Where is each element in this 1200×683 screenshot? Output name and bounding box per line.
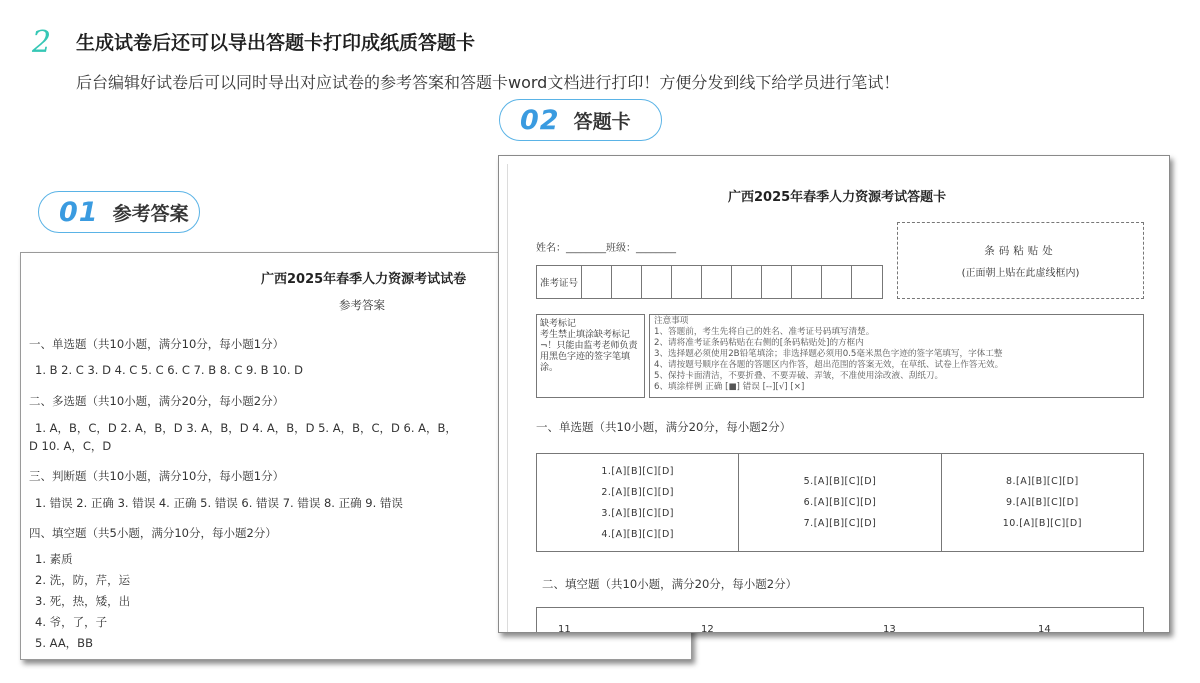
fill-blank-number: 13 — [883, 624, 896, 633]
section-heading-single-choice: 一、单选题（共10小题，满分10分，每小题1分） — [29, 337, 285, 351]
exam-id-cell — [762, 266, 792, 298]
answer-key-title: 广西2025年春季人力资源考试试卷 — [261, 272, 467, 287]
exam-id-cell — [582, 266, 612, 298]
page-margin-line — [507, 164, 508, 633]
pill-number: 02 — [520, 104, 560, 136]
answer-line: 1. B 2. C 3. D 4. C 5. C 6. C 7. B 8. C 9. B 10. D — [35, 363, 304, 377]
choice-item: 7.[A][B][C][D] — [803, 518, 877, 529]
answer-line: 1. 错误 2. 正确 3. 错误 4. 正确 5. 错误 6. 错误 7. 错误 8. 正确 9. 错误 — [35, 496, 403, 510]
instructions-title: 注意事项 — [654, 316, 689, 326]
choice-item: 1.[A][B][C][D] — [601, 465, 674, 477]
choice-column — [739, 454, 941, 551]
pill-number: 01 — [59, 196, 99, 228]
instruction-item: 3、选择题必须使用2B铅笔填涂；非选择题必须用0.5毫米黑色字迹的签字笔填写，字体工整 — [654, 349, 1003, 359]
exam-id-cell — [732, 266, 762, 298]
barcode-title: 条码粘贴处 — [984, 244, 1057, 257]
step-title: 生成试卷后还可以导出答题卡打印成纸质答题卡 — [76, 32, 476, 54]
barcode-note: (正面朝上贴在此虚线框内) — [961, 267, 1080, 279]
choice-item: 8.[A][B][C][D] — [1005, 476, 1079, 487]
answer-key-pill — [38, 191, 200, 233]
pill-label: 参考答案 — [112, 202, 189, 225]
name-class-line: 姓名：________班级：________ — [536, 243, 676, 254]
choice-item: 9.[A][B][C][D] — [1005, 497, 1079, 508]
answer-line: 1. A，B，C，D 2. A，B，D 3. A，B，D 4. A，B，D 5. A，B，C，D 6. A，B， — [35, 421, 457, 435]
answer-sheet-title: 广西2025年春季人力资源考试答题卡 — [728, 190, 947, 205]
exam-id-cell — [792, 266, 822, 298]
instruction-item: 1、答题前，考生先将自己的姓名、准考证号码填写清楚。 — [654, 327, 875, 337]
step-number: 2 — [32, 25, 52, 60]
choice-item: 6.[A][B][C][D] — [803, 497, 877, 508]
answer-line: D 10. A，C，D — [29, 439, 112, 453]
section-heading-single-choice: 一、单选题（共10小题，满分20分，每小题2分） — [536, 420, 792, 434]
answer-line: 1. 素质 — [35, 552, 73, 566]
answer-key-subtitle: 参考答案 — [339, 298, 385, 312]
fill-blank-number: 14 — [1038, 624, 1051, 633]
instructions-box — [649, 314, 1144, 398]
step-description: 后台编辑好试卷后可以同时导出对应试卷的参考答案和答题卡word文档进行打印！方便分发到线下给学员进行笔试！ — [76, 73, 900, 92]
exam-id-cell — [822, 266, 852, 298]
exam-id-label: 准考证号 — [537, 266, 582, 298]
instruction-item: 4、请按题号顺序在各题的答题区内作答，超出范围的答案无效，在草纸、试卷上作答无效。 — [654, 360, 1004, 370]
pill-label: 答题卡 — [573, 110, 631, 133]
fill-blank-grid — [536, 607, 1144, 633]
choice-item: 5.[A][B][C][D] — [803, 476, 877, 487]
exam-id-row — [536, 265, 883, 299]
choice-column — [537, 454, 739, 551]
answer-line: 2. 洗，防，芹，运 — [35, 573, 131, 587]
section-heading-fill-blank: 二、填空题（共10小题，满分20分，每小题2分） — [542, 577, 798, 591]
instruction-item: 2、请将准考证条码粘贴在右侧的[条码粘贴处]的方框内 — [654, 338, 864, 348]
choice-item: 2.[A][B][C][D] — [601, 486, 674, 498]
missing-exam-mark — [536, 314, 645, 398]
exam-id-cell — [702, 266, 732, 298]
exam-id-cell — [672, 266, 702, 298]
exam-id-cell — [642, 266, 672, 298]
barcode-area — [897, 222, 1144, 299]
answer-line: 4. 爷，了，子 — [35, 615, 108, 629]
multiple-choice-grid — [536, 453, 1144, 552]
exam-id-cell — [612, 266, 642, 298]
section-heading-fill-blank: 四、填空题（共5小题，满分10分，每小题2分） — [29, 526, 277, 540]
section-heading-multi-choice: 二、多选题（共10小题，满分20分，每小题2分） — [29, 394, 285, 408]
missing-exam-text: 缺考标记 考生禁止填涂缺考标记¬！只能由监考老师负责用黑色字迹的签字笔填涂。 — [540, 319, 638, 373]
choice-item: 4.[A][B][C][D] — [601, 528, 674, 540]
answer-line: 3. 死，热，矮，出 — [35, 594, 131, 608]
instruction-item: 5、保持卡面清洁，不要折叠、不要弄破、弄皱，不准使用涂改液、刮纸刀。 — [654, 371, 944, 381]
fill-blank-number: 12 — [701, 624, 714, 633]
choice-item: 3.[A][B][C][D] — [601, 507, 674, 519]
answer-sheet-pill — [499, 99, 662, 141]
section-heading-true-false: 三、判断题（共10小题，满分10分，每小题1分） — [29, 469, 285, 483]
choice-column — [942, 454, 1143, 551]
answer-line: 5. AA，BB — [35, 636, 93, 650]
answer-sheet-document — [498, 155, 1170, 633]
choice-item: 10.[A][B][C][D] — [1002, 518, 1082, 529]
instruction-item: 6、填涂样例 正确 [■] 错误 [--][√] [×] — [654, 382, 805, 392]
exam-id-cell — [852, 266, 882, 298]
fill-blank-number: 11 — [558, 624, 571, 633]
